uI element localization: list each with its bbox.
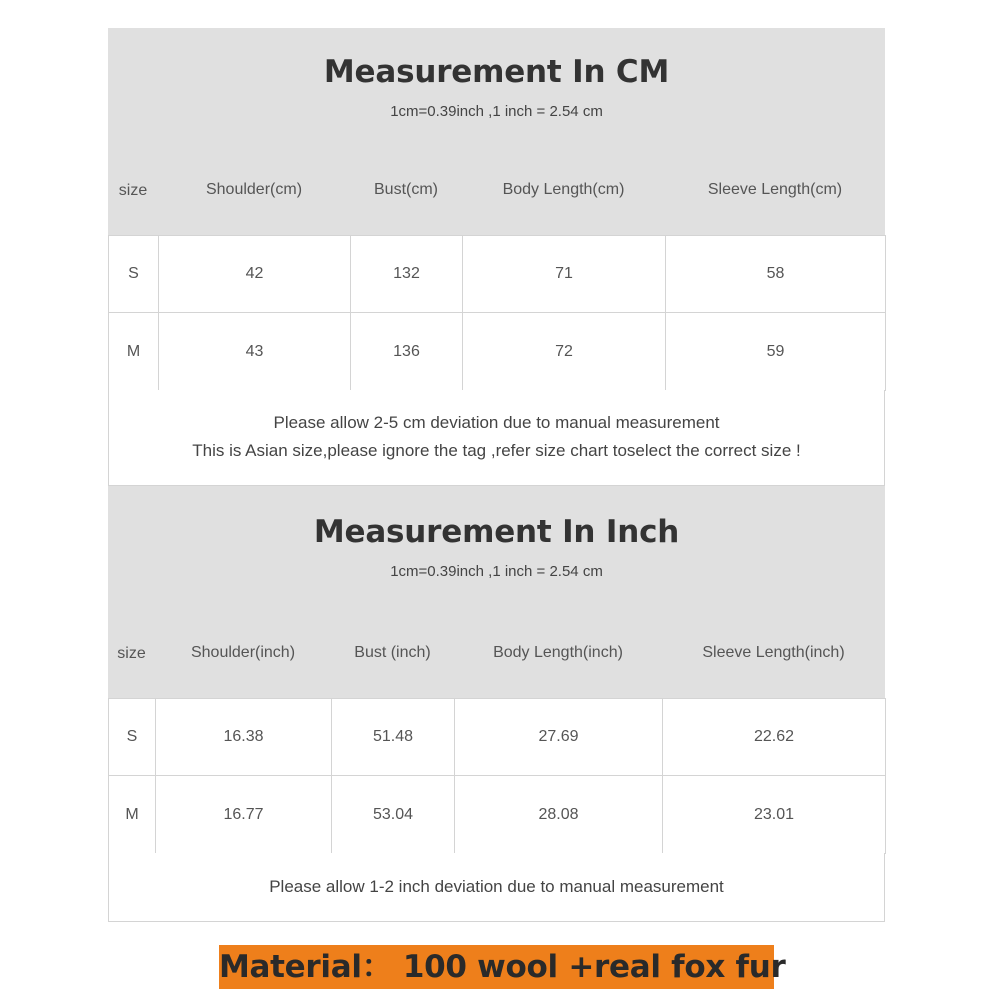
material-banner: Material： 100 wool +real fox fur [219, 945, 774, 989]
inch-col-bust: Bust (inch) [354, 644, 431, 661]
shoulder-cell: 16.77 [156, 776, 332, 854]
cm-col-sleeve-length: Sleeve Length(cm) [707, 181, 843, 198]
inch-header-band [108, 486, 885, 698]
shoulder-cell: 16.38 [156, 699, 332, 776]
inch-chart-title: Measurement In Inch [313, 514, 680, 550]
cm-size-chart [108, 28, 885, 486]
cm-col-shoulder: Shoulder(cm) [205, 181, 303, 198]
sleeve-length-cell: 58 [666, 236, 886, 313]
shoulder-cell: 43 [159, 313, 351, 391]
size-cell: M [109, 776, 156, 854]
bust-cell: 136 [351, 313, 463, 391]
cm-note-box [108, 390, 885, 486]
size-cell: S [109, 236, 159, 313]
inch-conversion-note: 1cm=0.39inch ,1 inch = 2.54 cm [390, 563, 603, 580]
body-length-cell: 71 [463, 236, 666, 313]
cm-size-table [108, 235, 886, 391]
bust-cell: 132 [351, 236, 463, 313]
table-row [109, 776, 886, 854]
inch-size-chart [108, 486, 885, 922]
sleeve-length-cell: 23.01 [663, 776, 886, 854]
body-length-cell: 72 [463, 313, 666, 391]
cm-col-size: size [118, 182, 148, 199]
cm-header-band [108, 28, 885, 235]
inch-note-box [108, 853, 885, 922]
table-row [109, 699, 886, 776]
bust-cell: 51.48 [332, 699, 455, 776]
bust-cell: 53.04 [332, 776, 455, 854]
asian-size-note: This is Asian size,please ignore the tag ,refer size chart toselect the correct size ! [192, 441, 801, 460]
cm-col-bust: Bust(cm) [374, 181, 438, 198]
inch-deviation-note: Please allow 1-2 inch deviation due to manual measurement [269, 877, 724, 896]
sleeve-length-cell: 22.62 [663, 699, 886, 776]
size-cell: M [109, 313, 159, 391]
cm-conversion-note: 1cm=0.39inch ,1 inch = 2.54 cm [390, 103, 603, 120]
cm-chart-title: Measurement In CM [323, 54, 670, 90]
body-length-cell: 27.69 [455, 699, 663, 776]
sleeve-length-cell: 59 [666, 313, 886, 391]
body-length-cell: 28.08 [455, 776, 663, 854]
inch-col-size: size [117, 645, 146, 662]
cm-col-body-length: Body Length(cm) [502, 181, 625, 198]
inch-col-sleeve-length: Sleeve Length(inch) [702, 644, 845, 661]
shoulder-cell: 42 [159, 236, 351, 313]
table-row [109, 236, 886, 313]
table-row [109, 313, 886, 391]
inch-col-body-length: Body Length(inch) [493, 644, 623, 661]
inch-size-table [108, 698, 886, 854]
size-cell: S [109, 699, 156, 776]
inch-col-shoulder: Shoulder(inch) [190, 644, 296, 661]
cm-deviation-note: Please allow 2-5 cm deviation due to manual measurement [273, 413, 720, 432]
